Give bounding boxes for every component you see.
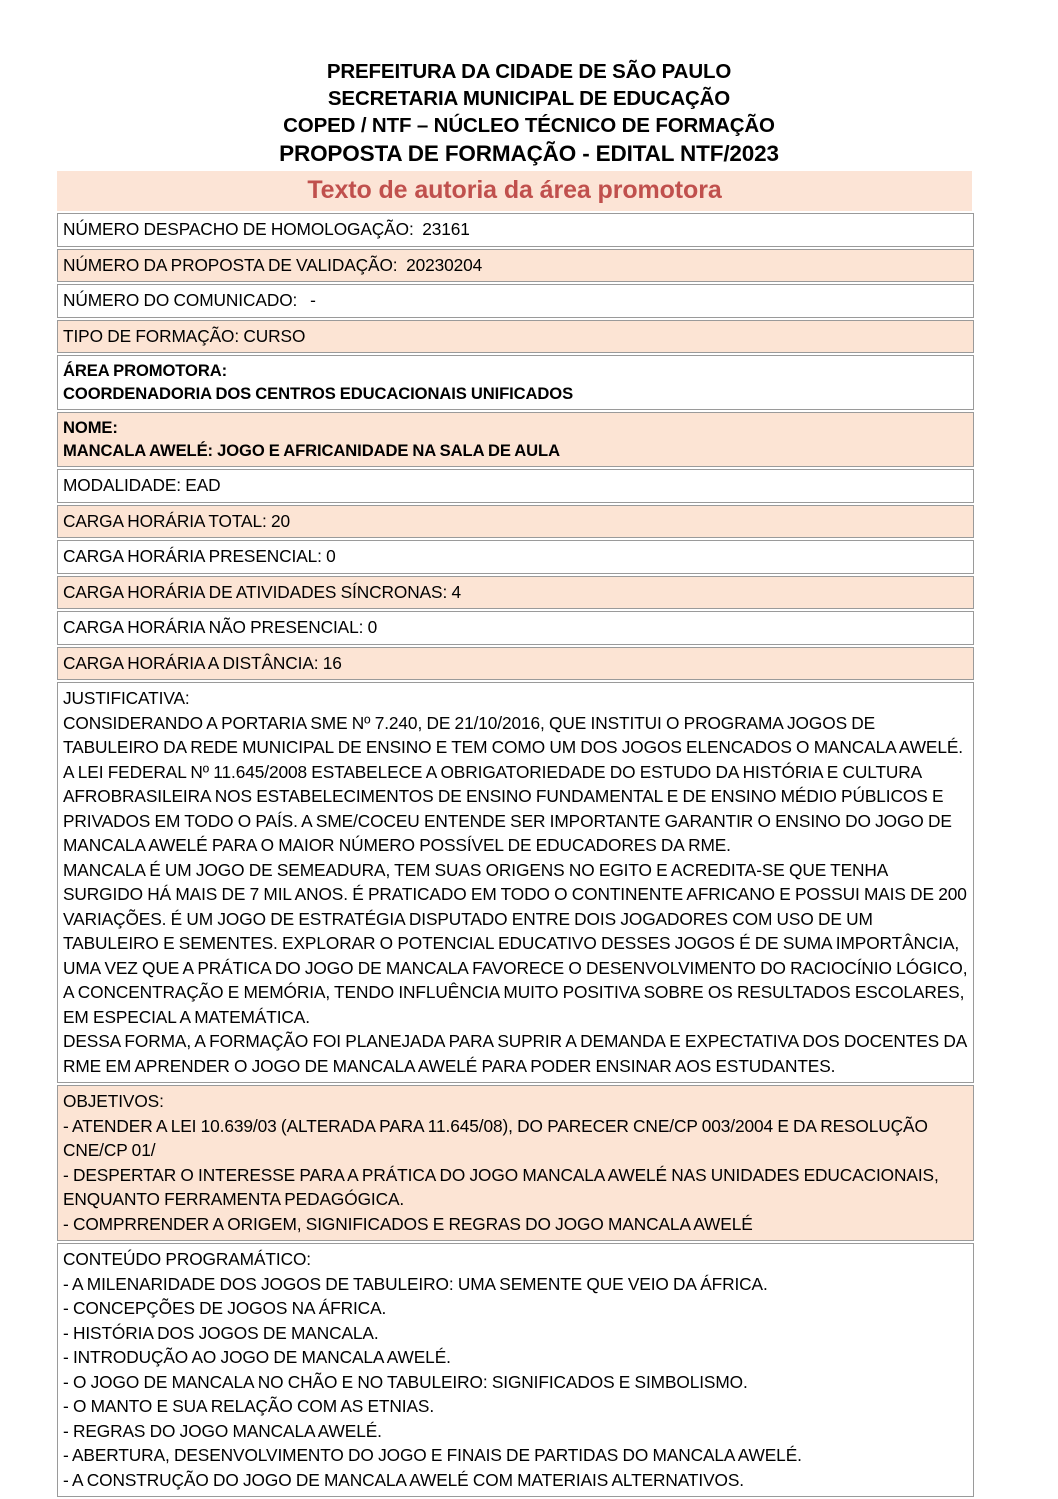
cell-numero-proposta: [57, 249, 974, 283]
objetivos-item-1: - ATENDER A LEI 10.639/03 (ALTERADA PARA 11.645/08), DO PARECER CNE/CP 003/2004 E DA RESOLUÇÃO CNE/CP 01/: [63, 1115, 933, 1160]
area-promotora-label: ÁREA PROMOTORA:: [63, 361, 228, 380]
carga-total-text: CARGA HORÁRIA TOTAL: 20: [63, 510, 290, 531]
table-row-tipo-formacao: [57, 320, 974, 354]
table-row-conteudo-programatico: [57, 1243, 974, 1497]
cell-carga-presencial: [57, 540, 974, 574]
conteudo-item-1: - A MILENARIDADE DOS JOGOS DE TABULEIRO: UMA SEMENTE QUE VEIO DA ÁFRICA.: [63, 1273, 768, 1294]
justificativa-label: JUSTIFICATIVA:: [63, 688, 190, 708]
cell-numero-despacho: [57, 213, 974, 247]
conteudo-item-8: - ABERTURA, DESENVOLVIMENTO DO JOGO E FINAIS DE PARTIDAS DO MANCALA AWELÉ.: [63, 1445, 802, 1465]
table-row-numero-proposta: [57, 249, 974, 283]
justificativa-paragraph-2: MANCALA É UM JOGO DE SEMEADURA, TEM SUAS ORIGENS NO EGITO E ACREDITA-SE QUE TENHA SURGIDO HÁ MAIS DE 7 MIL ANOS. É PRATICADO EM TODO O CONTINENTE AFRICANO E POSSUI MAIS DE 200 VARIAÇÕES. É UM JOGO DE ESTRATÉGIA DISPUTADO ENTRE DOIS JOGADORES COM USO DE UM TABULEIRO E SEMENTES. EXPLORAR O POTENCIAL EDUCATIVO DESSES JOGOS É DE SUMA IMPORTÂNCIA, UMA VEZ QUE A PRÁTICA DO JOGO DE MANCALA FAVORECE O DESENVOLVIMENTO DO RACIOCÍNIO LÓGICO, A CONCENTRAÇÃO E MEMÓRIA, TENDO INFLUÊNCIA MUITO POSITIVA SOBRE OS RESULTADOS ESCOLARES, EM ESPECIAL A MATEMÁTICA.: [63, 859, 972, 1027]
table-row-objetivos: [57, 1085, 974, 1241]
table-row-numero-comunicado: [57, 284, 974, 318]
cell-justificativa: [57, 682, 974, 1083]
cell-nome: [57, 412, 974, 467]
justificativa-paragraph-3: DESSA FORMA, A FORMAÇÃO FOI PLANEJADA PARA SUPRIR A DEMANDA E EXPECTATIVA DOS DOCENTES DA RME EM APRENDER O JOGO DE MANCALA AWELÉ PARA PODER ENSINAR AOS ESTUDANTES.: [63, 1031, 971, 1076]
area-promotora-value: COORDENADORIA DOS CENTROS EDUCACIONAIS UNIFICADOS: [63, 384, 574, 403]
cell-numero-comunicado: [57, 284, 974, 318]
table-row-numero-despacho: [57, 213, 974, 247]
cell-tipo-formacao: [57, 320, 974, 354]
header-line-proposta-edital: PROPOSTA DE FORMAÇÃO - EDITAL NTF/2023: [279, 141, 779, 166]
conteudo-item-2: - CONCEPÇÕES DE JOGOS NA ÁFRICA.: [63, 1298, 387, 1318]
conteudo-label: CONTEÚDO PROGRAMÁTICO:: [63, 1249, 311, 1269]
table-row-justificativa: [57, 682, 974, 1083]
conteudo-item-3: - HISTÓRIA DOS JOGOS DE MANCALA.: [63, 1322, 379, 1343]
table-row-area-promotora: [57, 355, 974, 410]
cell-conteudo-programatico: [57, 1243, 974, 1497]
table-row-carga-sincronas: [57, 576, 974, 610]
carga-presencial-text: CARGA HORÁRIA PRESENCIAL: 0: [63, 546, 336, 566]
cell-area-promotora: [57, 355, 974, 410]
conteudo-item-9: - A CONSTRUÇÃO DO JOGO DE MANCALA AWELÉ COM MATERIAIS ALTERNATIVOS.: [63, 1469, 744, 1490]
cell-objetivos: [57, 1085, 974, 1241]
table-row-carga-distancia: [57, 647, 974, 681]
cell-carga-total: [57, 505, 974, 539]
conteudo-item-6: - O MANTO E SUA RELAÇÃO COM AS ETNIAS.: [63, 1396, 435, 1416]
objetivos-label: OBJETIVOS:: [63, 1091, 164, 1111]
nome-value: MANCALA AWELÉ: JOGO E AFRICANIDADE NA SALA DE AULA: [63, 441, 560, 460]
header-line-coped-ntf: COPED / NTF – NÚCLEO TÉCNICO DE FORMAÇÃO: [283, 114, 775, 137]
header-line-prefeitura: PREFEITURA DA CIDADE DE SÃO PAULO: [326, 60, 732, 83]
numero-proposta-text: NÚMERO DA PROPOSTA DE VALIDAÇÃO: 20230204: [63, 254, 483, 275]
conteudo-item-7: - REGRAS DO JOGO MANCALA AWELÉ.: [63, 1420, 382, 1441]
banner-label: Texto de autoria da área promotora: [307, 176, 722, 204]
document-header: [0, 0, 1058, 168]
cell-carga-sincronas: [57, 576, 974, 610]
numero-comunicado-text: NÚMERO DO COMUNICADO: -: [63, 290, 316, 310]
modalidade-text: MODALIDADE: EAD: [63, 475, 221, 495]
table-row-carga-presencial: [57, 540, 974, 574]
header-line-secretaria: SECRETARIA MUNICIPAL DE EDUCAÇÃO: [327, 87, 731, 110]
table-row-carga-total: [57, 505, 974, 539]
banner-texto-autoria: [57, 171, 972, 211]
table-row-carga-nao-presencial: [57, 611, 974, 645]
table-row-nome: [57, 412, 974, 467]
conteudo-item-4: - INTRODUÇÃO AO JOGO DE MANCALA AWELÉ.: [63, 1347, 451, 1367]
objetivos-item-3: - COMPRRENDER A ORIGEM, SIGNIFICADOS E REGRAS DO JOGO MANCALA AWELÉ: [63, 1213, 753, 1234]
proposta-form-table: [57, 211, 974, 1499]
conteudo-item-5: - O JOGO DE MANCALA NO CHÃO E NO TABULEIRO: SIGNIFICADOS E SIMBOLISMO.: [63, 1371, 748, 1392]
objetivos-item-2: - DESPERTAR O INTERESSE PARA A PRÁTICA DO JOGO MANCALA AWELÉ NAS UNIDADES EDUCACIONAIS, ENQUANTO FERRAMENTA PEDAGÓGICA.: [63, 1164, 943, 1209]
carga-sincronas-text: CARGA HORÁRIA DE ATIVIDADES SÍNCRONAS: 4: [63, 581, 461, 602]
table-row-modalidade: [57, 469, 974, 503]
numero-despacho-text: NÚMERO DESPACHO DE HOMOLOGAÇÃO: 23161: [63, 219, 470, 239]
justificativa-paragraph-1: CONSIDERANDO A PORTARIA SME Nº 7.240, DE 21/10/2016, QUE INSTITUI O PROGRAMA JOGOS DE TABULEIRO DA REDE MUNICIPAL DE ENSINO E TEM COMO UM DOS JOGOS ELENCADOS O MANCALA AWELÉ. A LEI FEDERAL Nº 11.645/2008 ESTABELECE A OBRIGATORIEDADE DO ESTUDO DA HISTÓRIA E CULTURA AFROBRASILEIRA NOS ESTABELECIMENTOS DE ENSINO FUNDAMENTAL E DE ENSINO MÉDIO PÚBLICOS E PRIVADOS EM TODO O PAÍS. A SME/COCEU ENTENDE SER IMPORTANTE GARANTIR O ENSINO DO JOGO DE MANCALA AWELÉ PARA O MAIOR NÚMERO POSSÍVEL DE EDUCADORES DA RME.: [63, 712, 967, 855]
cell-carga-nao-presencial: [57, 611, 974, 645]
nome-label: NOME:: [63, 418, 118, 437]
carga-distancia-text: CARGA HORÁRIA A DISTÂNCIA: 16: [63, 652, 342, 673]
cell-carga-distancia: [57, 647, 974, 681]
cell-modalidade: [57, 469, 974, 503]
carga-nao-presencial-text: CARGA HORÁRIA NÃO PRESENCIAL: 0: [63, 617, 378, 637]
tipo-formacao-text: TIPO DE FORMAÇÃO: CURSO: [63, 325, 306, 346]
